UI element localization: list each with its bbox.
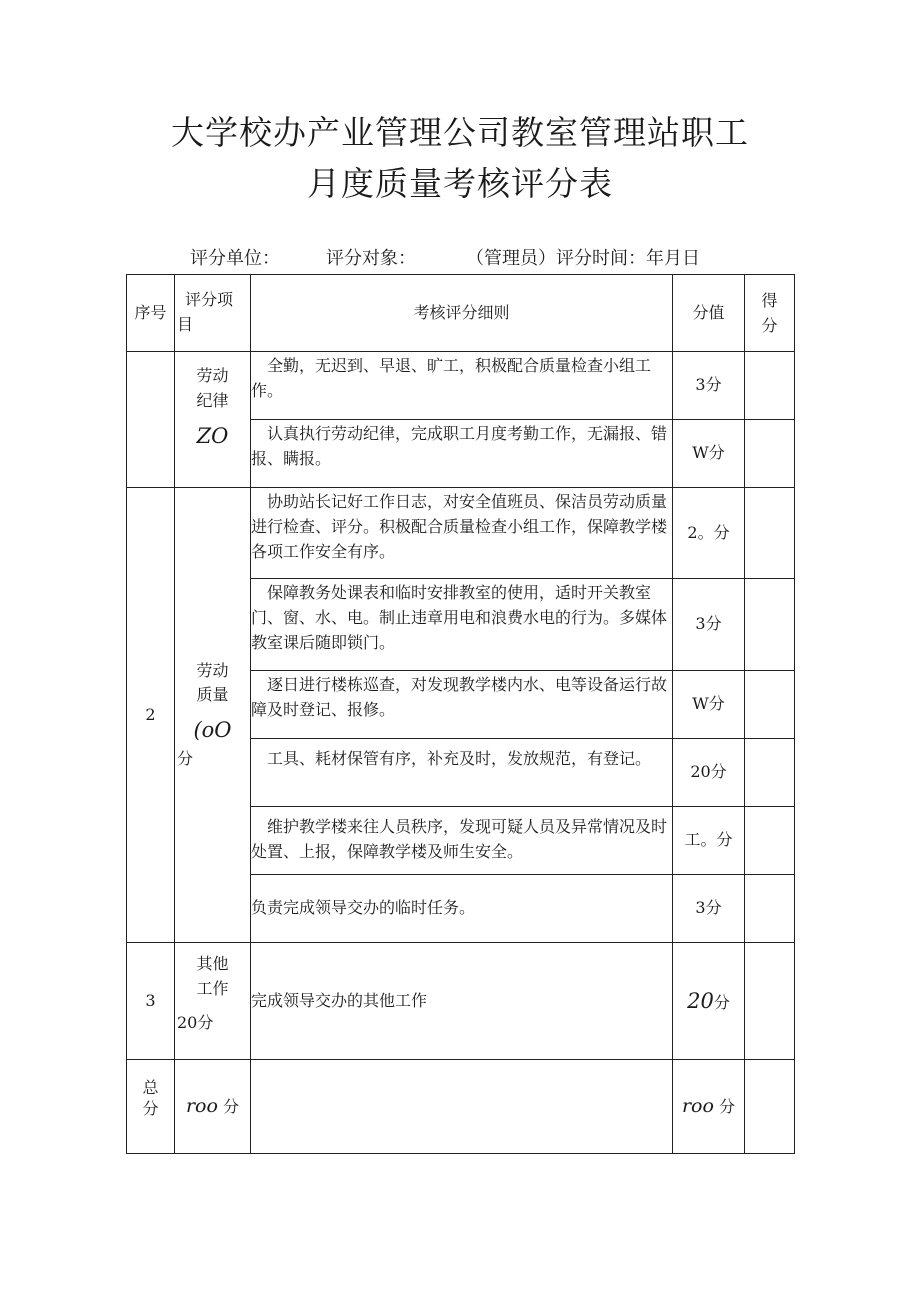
rule-text: 完成领导交办的其他工作 [251,990,428,1010]
meta-line [190,250,700,268]
role-label: （管理员） [466,248,556,269]
section1-rule1 [251,352,673,420]
section3-item-score: 20分 [177,1013,214,1033]
section2-item-line1: 劳动 [196,660,229,680]
section1-got2 [745,420,795,488]
rule-text: 负责完成领导交办的临时任务。 [251,898,476,918]
section3-score-unit: 分 [713,992,730,1012]
section1-item [175,352,251,488]
header-row [127,275,795,352]
section2-item-score: (oO [193,718,232,743]
section2-got2 [745,579,795,671]
header-item-line2: 目 [177,315,194,334]
rule-text: 全勤，无迟到、早退、旷工，积极配合质量检查小组工作。 [251,356,652,400]
total-item-num: roo [185,1094,218,1117]
rule-text: 协助站长记好工作日志，对安全值班员、保洁员劳动质量进行检查、评分。积极配合质量检查小组工作，保障教学楼各项工作安全有序。 [251,492,668,561]
section1-no [127,352,175,488]
section2-item [175,488,251,943]
section2-rule3 [251,671,673,739]
header-score: 分值 [673,275,745,352]
unit-label: 评分单位： [190,248,280,269]
table-row [127,352,795,420]
time-label: 评分时间：年月日 [556,248,700,269]
document-title-line2: 月度质量考核评分表 [307,164,613,203]
total-item [175,1060,251,1154]
section1-item-score: ZO [196,424,229,449]
section3-got1 [745,943,795,1060]
header-item [175,275,251,352]
section3-no: 3 [127,943,175,1060]
section3-item [175,943,251,1060]
rule-text: 保障教务处课表和临时安排教室的使用，适时开关教室门、窗、水、电。制止违章用电和浪费水电的行为。多媒体教室课后随即锁门。 [251,583,668,652]
section3-score-num: 20 [687,988,714,1013]
total-got [745,1060,795,1154]
section2-got3 [745,671,795,739]
section2-score3: W分 [673,671,745,739]
table-row [127,488,795,579]
section2-no: 2 [127,488,175,943]
section2-score4: 20分 [673,739,745,807]
section1-item-line1: 劳动 [196,366,229,386]
total-label-text: 总分 [142,1078,159,1118]
total-item-unit: 分 [223,1096,240,1116]
section2-got4 [745,739,795,807]
section2-rule2 [251,579,673,671]
section2-item-line2: 质量 [196,685,229,705]
total-row [127,1060,795,1154]
section2-rule4 [251,739,673,807]
header-got [745,275,795,352]
section1-score1: 3分 [673,352,745,420]
header-no [127,275,175,352]
section1-got1 [745,352,795,420]
rule-text: 维护教学楼来往人员秩序，发现可疑人员及异常情况及时处置、上报，保障教学楼及师生安全。 [251,817,668,861]
rule-text: 逐日进行楼栋巡查，对发现教学楼内水、电等设备运行故障及时登记、报修。 [251,675,668,719]
section2-rule1 [251,488,673,579]
section3-item-line1: 其他 [196,953,229,973]
section3-score1 [673,943,745,1060]
total-score [673,1060,745,1154]
section2-score2: 3分 [673,579,745,671]
section2-rule6 [251,875,673,943]
table-row [127,943,795,1060]
section2-rule5 [251,807,673,875]
section2-score1: 2。分 [673,488,745,579]
section3-item-line2: 工作 [196,978,229,998]
section2-score6: 3分 [673,875,745,943]
section1-item-line2: 纪律 [196,391,229,411]
section2-got5 [745,807,795,875]
rule-text: 工具、耗材保管有序，补充及时，发放规范，有登记。 [267,749,652,768]
score-table [126,274,795,1154]
section2-item-unit: 分 [177,748,194,768]
header-item-line1: 评分项 [185,290,234,310]
header-no-text: 序号 [134,302,167,322]
header-rule: 考核评分细则 [251,275,673,352]
rule-text: 认真执行劳动纪律，完成职工月度考勤工作，无漏报、错报、瞒报。 [251,424,668,468]
total-score-unit: 分 [719,1096,736,1116]
section2-score5: 工。分 [673,807,745,875]
total-label [127,1060,175,1154]
section1-score2: W分 [673,420,745,488]
section2-got6 [745,875,795,943]
document-title-line1: 大学校办产业管理公司教室管理站职工 [171,113,749,152]
total-rule [251,1060,673,1154]
section3-rule1 [251,943,673,1060]
target-label: 评分对象： [326,248,416,269]
total-score-num: roo [681,1094,714,1117]
section2-got1 [745,488,795,579]
section1-rule2 [251,420,673,488]
header-got-text: 得分 [761,291,778,335]
